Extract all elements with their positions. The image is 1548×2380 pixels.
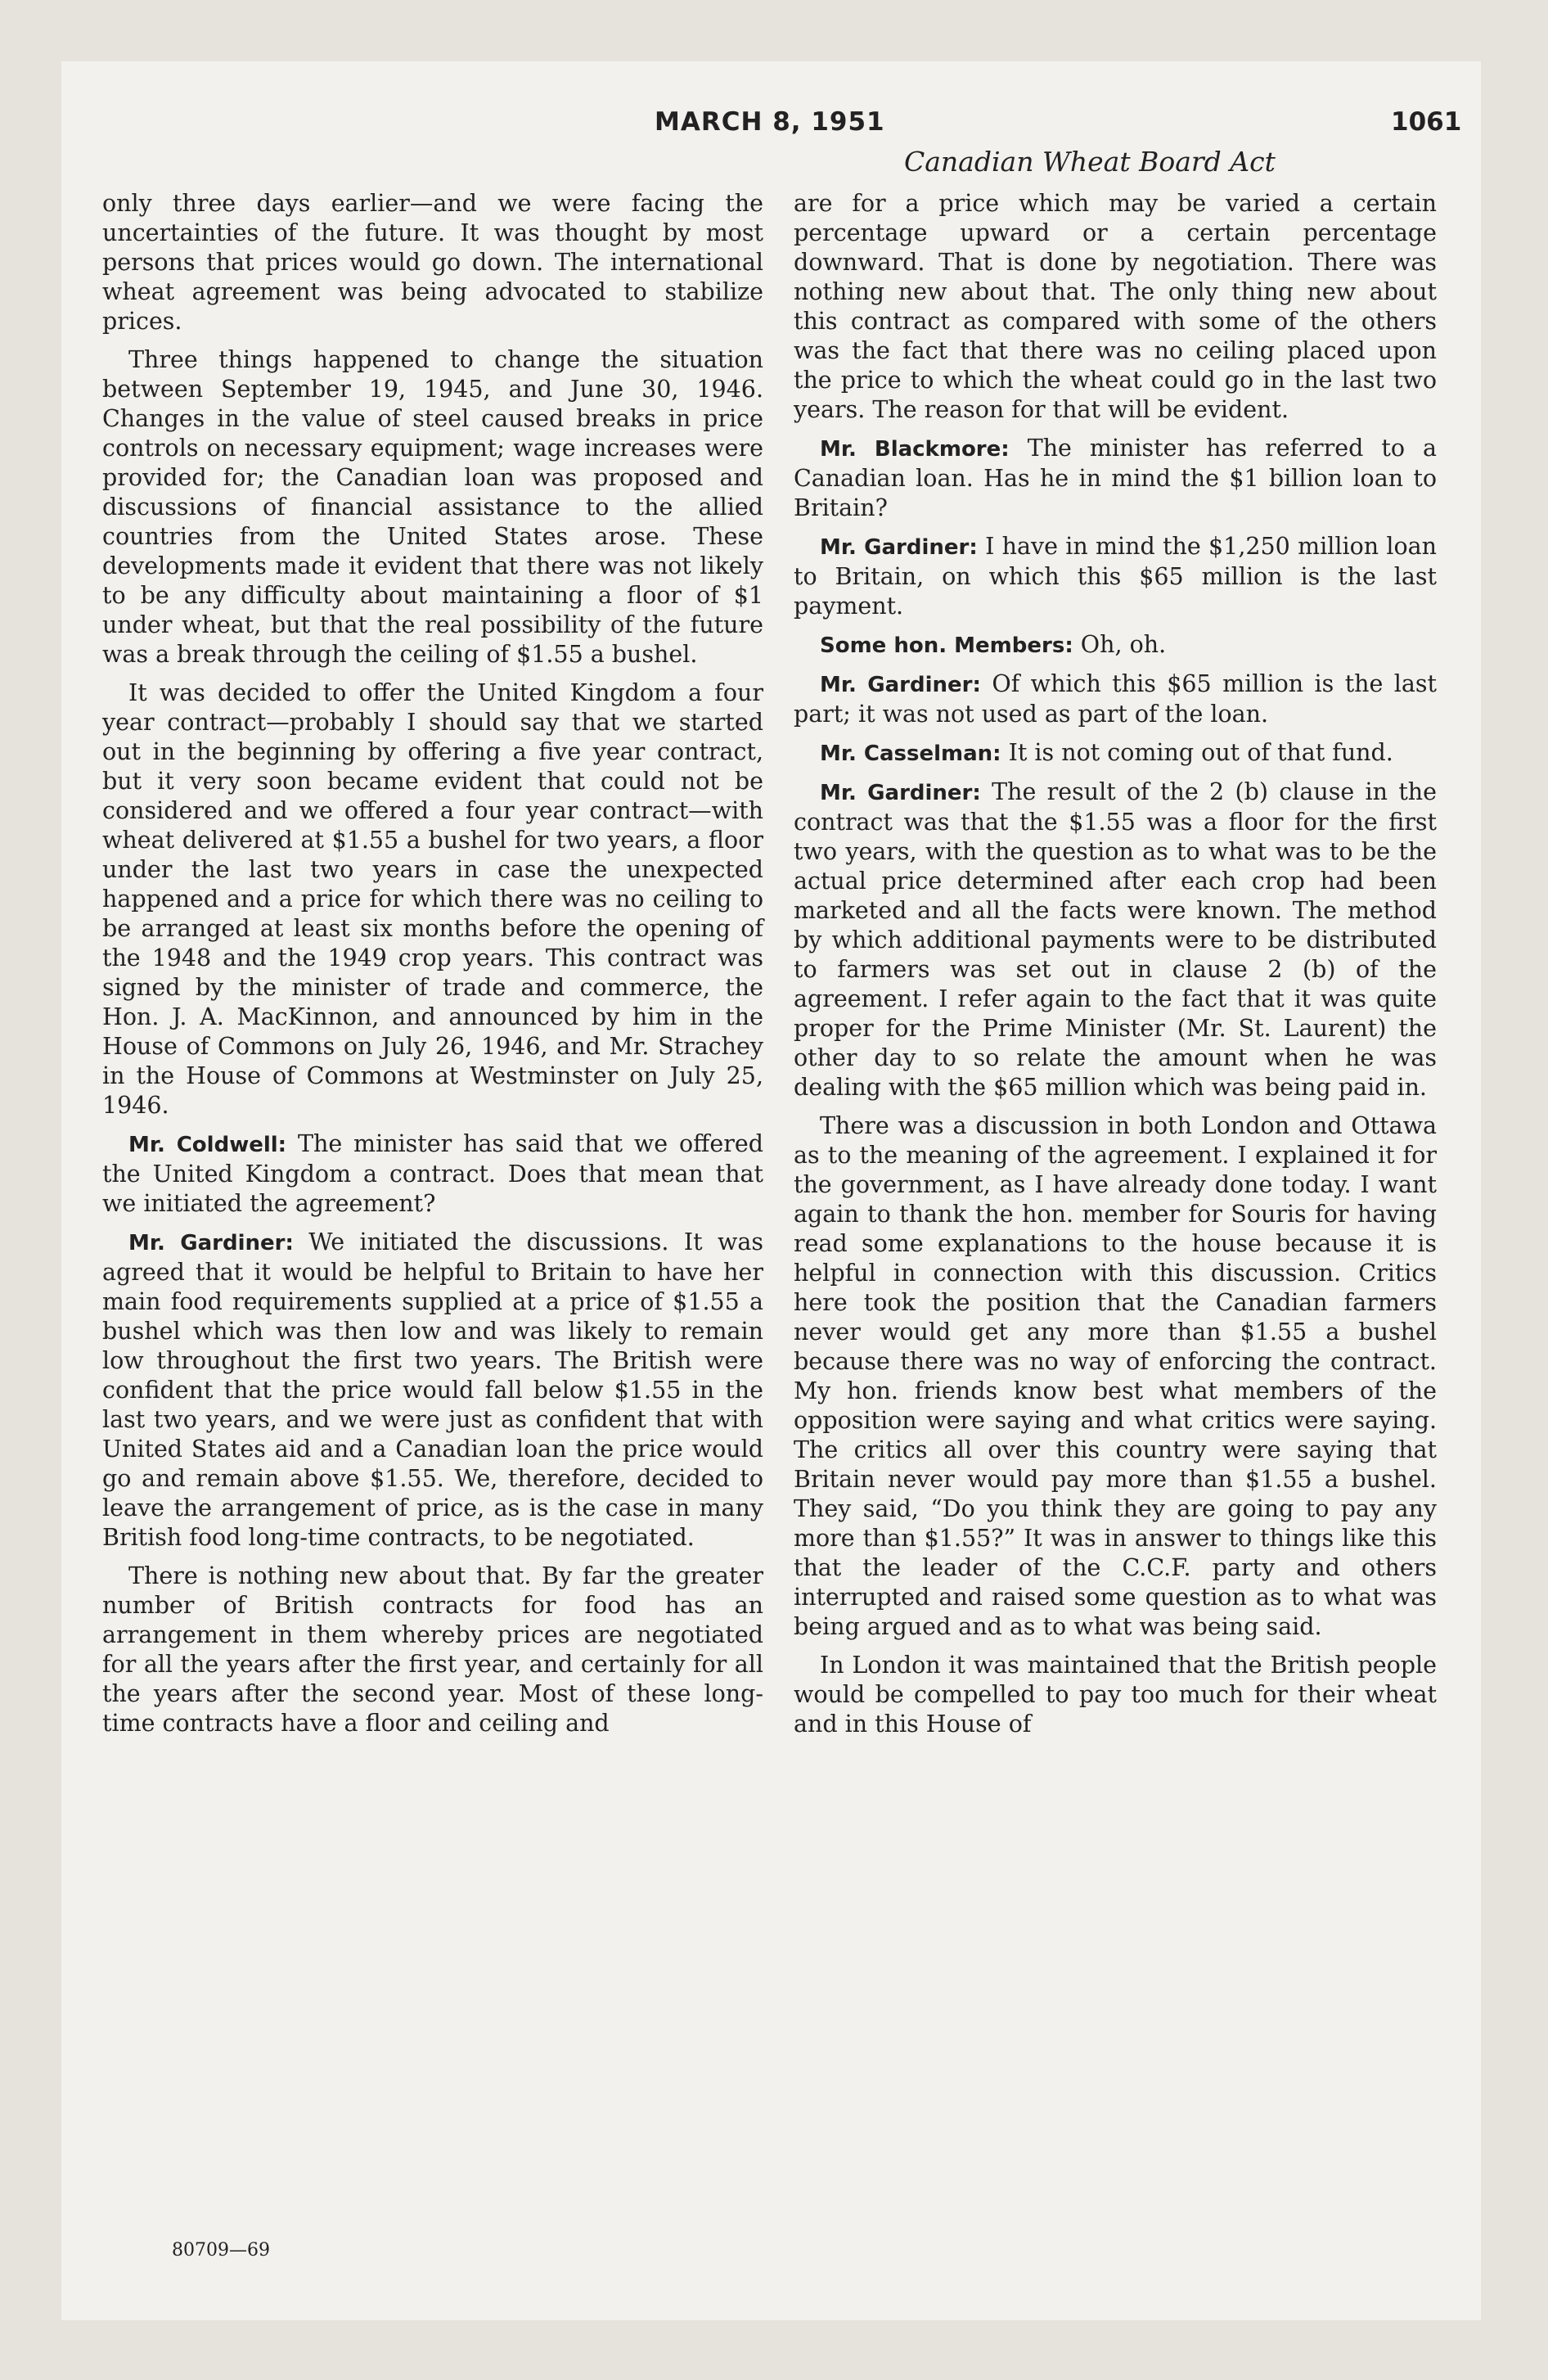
- paragraph: [794, 1111, 1437, 1642]
- paragraph: [794, 630, 1437, 660]
- speaker-name: Some hon. Members:: [820, 633, 1073, 658]
- right-column: [794, 189, 1437, 1748]
- speaker-name: Mr. Gardiner:: [820, 781, 981, 805]
- paragraph-text: are for a price which may be varied a certain percentage upward or a certain percentage downward. That is done by negotiation. There was nothing new about that. The only thing new about this contract as compared with some of the others was the fact that there was no ceiling placed upon the price to which the wheat could go in the last two years. The reason for that will be evident.: [794, 190, 1437, 423]
- paragraph-text: We initiated the discussions. It was agreed that it would be helpful to Britain to have her main food requirements supplied at a price of $1.55 a bushel which was then low and was likely to remain low throughout the first two years. The British were confident that the price would fall below $1.55 in the last two years, and we were just as confident that with United States aid and a Canadian loan the price would go and remain above $1.55. We, therefore, decided to leave the arrangement of price, as is the case in many British food long-time contracts, to be negotiated.: [102, 1228, 763, 1551]
- paragraph-text: I have in mind the $1,250 million loan to Britain, on which this $65 million is the last payment.: [794, 533, 1438, 620]
- paragraph-text: There was a discussion in both London and Ottawa as to the meaning of the agreement. I explained it for the government, as I have already done today. I want again to thank the hon. member for Souris for having read some explanations to the house because it is helpful in connection with this discussion. Critics here took the position that the Canadian farmers never would get any more than $1.55 a bushel because there was no way of enforcing the contract. My hon. friends know best what members of the opposition were saying and what critics were saying. The critics all over this country were saying that Britain never would pay more than $1.55 a bushel. They said, “Do you think they are going to pay any more than $1.55?” It was in answer to things like this that the leader of the C.C.F. party and others interrupted and raised some question as to what was being argued and as to what was being said.: [794, 1112, 1437, 1640]
- paragraph-text: The minister has referred to a Canadian loan. Has he in mind the $1 billion loan to Britain?: [794, 435, 1438, 521]
- paragraph: [794, 532, 1437, 621]
- paragraph-text: only three days earlier—and we were facing the uncertainties of the future. It was thought by most persons that prices would go down. The international wheat agreement was being advocated to stabilize prices.: [102, 190, 763, 335]
- paragraph-text: In London it was maintained that the British people would be compelled to pay too much for their wheat and in this House of: [794, 1652, 1437, 1738]
- speaker-name: Mr. Gardiner:: [820, 673, 981, 697]
- paragraph: [794, 189, 1437, 425]
- act-title: Canadian Wheat Board Act: [904, 146, 1276, 178]
- footer-code: 80709—69: [172, 2240, 270, 2261]
- paragraph-text: Of which this $65 million is the last part; it was not used as part of the loan.: [794, 670, 1437, 728]
- paragraph: [102, 345, 763, 669]
- paragraph: [102, 189, 763, 336]
- paragraph: [794, 1651, 1437, 1739]
- paragraph: [794, 738, 1437, 769]
- paragraph-text: It is not coming out of that fund.: [1008, 739, 1393, 766]
- page-number: 1061: [1391, 107, 1462, 137]
- speaker-name: Mr. Casselman:: [820, 741, 1001, 766]
- paragraph-text: It was decided to offer the United Kingdom a four year contract—probably I should say that we started out in the beginning by offering a five year contract, but it very soon became evident that could not be considered and we offered a four year contract—with wheat delivered at $1.55 a bushel for two years, a floor under the last two years in case the unexpected happened and a price for which there was no ceiling to be arranged at least six months before the opening of the 1948 and the 1949 crop years. This contract was signed by the minister of trade and commerce, the Hon. J. A. MacKinnon, and announced by him in the House of Commons on July 26, 1946, and Mr. Strachey in the House of Commons at Westminster on July 25, 1946.: [102, 679, 763, 1119]
- paragraph: [794, 778, 1437, 1102]
- speaker-name: Mr. Coldwell:: [128, 1133, 287, 1157]
- paragraph-text: Three things happened to change the situation between September 19, 1945, and June 30, 1946. Changes in the value of steel caused breaks in price controls on necessary equipment; wage increases were provided for; the Canadian loan was proposed and discussions of financial assistance to the allied countries from the United States arose. These developments made it evident that there was not likely to be any difficulty about maintaining a floor of $1 under wheat, but that the real possibility of the future was a break through the ceiling of $1.55 a bushel.: [102, 346, 763, 668]
- paragraph: [794, 669, 1437, 729]
- paragraph-text: Oh, oh.: [1080, 631, 1167, 658]
- paragraph-text: The minister has said that we offered the United Kingdom a contract. Does that mean that we initiated the agreement?: [102, 1130, 764, 1217]
- paragraph-text: The result of the 2 (b) clause in the contract was that the $1.55 was a floor for the first two years, with the question as to what was to be the actual price determined after each crop had been marketed and all the facts were known. The method by which additional payments were to be distributed to farmers was set out in clause 2 (b) of the agreement. I refer again to the fact that it was quite proper for the Prime Minister (Mr. St. Laurent) the other day to so relate the amount when he was dealing with the $65 million which was being paid in.: [794, 778, 1437, 1101]
- paragraph-text: There is nothing new about that. By far the greater number of British contracts for food has an arrangement in them whereby prices are negotiated for all the years after the first year, and certainly for all the years after the second year. Most of these long-time contracts have a floor and ceiling and: [102, 1562, 763, 1737]
- speaker-name: Mr. Gardiner:: [128, 1231, 294, 1255]
- paragraph: [794, 434, 1437, 523]
- speaker-name: Mr. Gardiner:: [820, 535, 978, 560]
- paragraph: [102, 1562, 763, 1738]
- paragraph: [102, 678, 763, 1120]
- header-date: MARCH 8, 1951: [655, 107, 885, 137]
- speaker-name: Mr. Blackmore:: [820, 437, 1010, 462]
- left-column: [102, 189, 763, 1747]
- paragraph: [102, 1228, 763, 1553]
- paragraph: [102, 1129, 763, 1219]
